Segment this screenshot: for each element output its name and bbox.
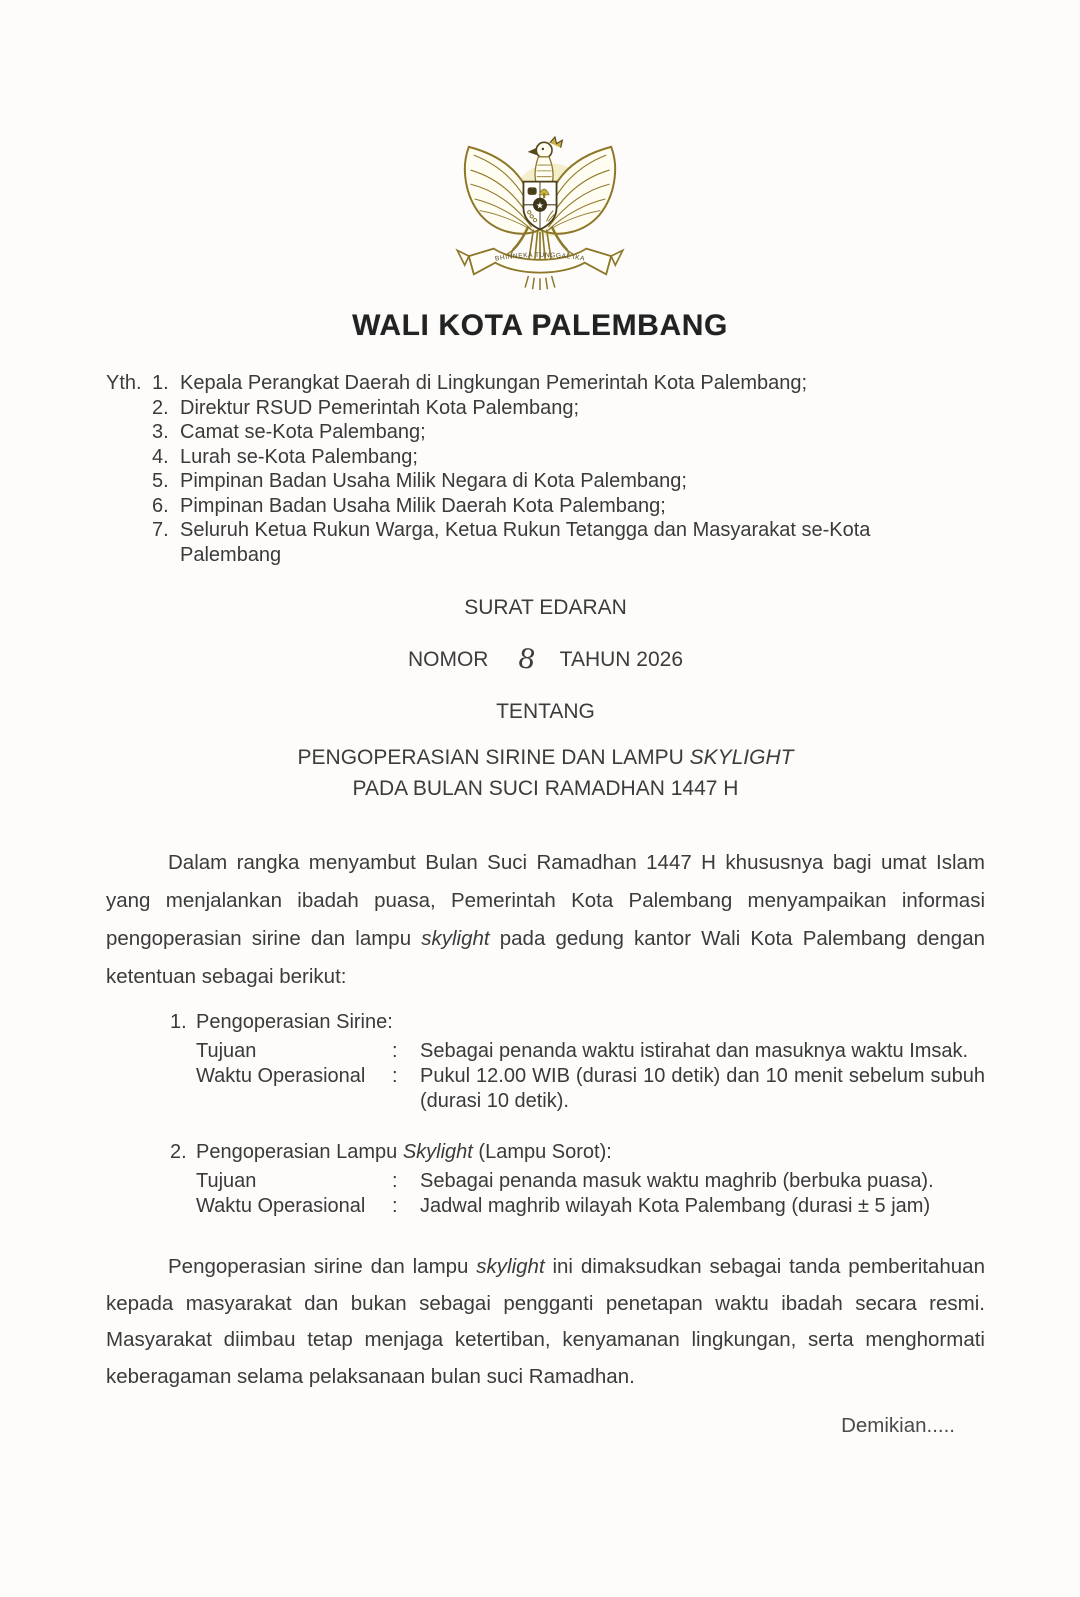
buffalo-quadrant	[528, 187, 537, 194]
section-heading	[170, 1140, 985, 1165]
item-number: 3.	[152, 421, 169, 444]
item-number: 4.	[152, 445, 169, 468]
addressee-item	[152, 469, 892, 494]
section-rows	[170, 1169, 985, 1219]
pancasila-shield	[523, 182, 556, 230]
number-label: NOMOR	[407, 648, 489, 672]
addressee-item	[152, 494, 892, 519]
year-label: TAHUN 2026	[559, 648, 683, 672]
section-rows	[170, 1039, 985, 1114]
row-colon: :	[392, 1065, 398, 1088]
item-text: Lurah se-Kota Palembang;	[180, 445, 418, 468]
doc-type-title: SURAT EDARAN	[464, 596, 627, 620]
row-label: Waktu Operasional	[196, 1065, 366, 1088]
addressee-item	[152, 396, 892, 421]
subject-line-1: PENGOPERASIAN SIRINE DAN LAMPU SKYLIGHT	[297, 746, 794, 770]
row-value: Sebagai penanda masuk waktu maghrib (berbuka puasa).	[420, 1170, 934, 1193]
addressee-item	[152, 518, 892, 567]
section-title: Pengoperasian Lampu Skylight (Lampu Sorot):	[196, 1141, 612, 1164]
doc-number-line	[106, 643, 985, 677]
item-number: 5.	[152, 470, 169, 493]
item-number: 7.	[152, 519, 169, 542]
item-number: 1.	[152, 372, 169, 395]
addressee-item	[152, 371, 892, 396]
motto-text: BHINNEKA TUNGGAL IKA	[494, 251, 586, 263]
motto-ribbon	[457, 249, 622, 275]
row-value: Jadwal maghrib wilayah Kota Palembang (durasi ± 5 jam)	[420, 1195, 931, 1218]
handwritten-number: 8	[515, 643, 539, 677]
opening-paragraph: Dalam rangka menyambut Bulan Suci Ramadhan 1447 H khususnya bagi umat Islam yang menjalankan ibadah puasa, Pemerintah Kota Palembang menyampaikan informasi pengoperasian sirine dan lampu skylight pada gedung kantor Wali Kota Palembang dengan ketentuan sebagai berikut:	[106, 851, 985, 989]
detail-row-tujuan	[196, 1039, 985, 1064]
section-sirine	[170, 1010, 985, 1114]
provisions-list	[170, 1010, 985, 1219]
letterhead-title: WALI KOTA PALEMBANG	[352, 309, 728, 343]
item-number: 6.	[152, 494, 169, 517]
item-text: Camat se-Kota Palembang;	[180, 421, 426, 444]
addressee-item	[152, 445, 892, 470]
item-text: Pimpinan Badan Usaha Milik Negara di Kota Palembang;	[180, 470, 687, 493]
continuation-note: Demikian.....	[841, 1414, 955, 1438]
item-text: Pimpinan Badan Usaha Milik Daerah Kota Palembang;	[180, 494, 666, 517]
row-colon: :	[392, 1170, 398, 1193]
addressee-salutation: Yth.	[106, 372, 142, 395]
tentang-label: TENTANG	[496, 700, 595, 724]
subject-line-2: PADA BULAN SUCI RAMADHAN 1447 H	[352, 777, 739, 801]
section-heading	[170, 1010, 985, 1035]
row-colon: :	[392, 1195, 398, 1218]
detail-row-waktu	[196, 1194, 985, 1219]
item-text: Kepala Perangkat Daerah di Lingkungan Pemerintah Kota Palembang;	[180, 372, 808, 395]
section-number: 1.	[170, 1011, 187, 1034]
garuda-pancasila-emblem	[449, 132, 631, 297]
section-title: Pengoperasian Sirine:	[196, 1011, 393, 1034]
row-value: Sebagai penanda waktu istirahat dan masuknya waktu Imsak.	[420, 1040, 969, 1063]
addressee-block	[106, 371, 985, 567]
detail-row-tujuan	[196, 1169, 985, 1194]
detail-row-waktu	[196, 1064, 985, 1114]
addressee-item	[152, 420, 892, 445]
item-text: Direktur RSUD Pemerintah Kota Palembang;	[180, 396, 580, 419]
row-colon: :	[392, 1040, 398, 1063]
addressee-list	[152, 371, 892, 567]
item-number: 2.	[152, 396, 169, 419]
closing-paragraph: Pengoperasian sirine dan lampu skylight ini dimaksudkan sebagai tanda pemberitahuan kepada masyarakat dan bukan sebagai pengganti penetapan waktu ibadah secara resmi. Masyarakat diimbau tetap menjaga ketertiban, kenyamanan lingkungan, serta menghormati keberagaman selama pelaksanaan bulan suci Ramadhan.	[106, 1255, 985, 1388]
row-label: Waktu Operasional	[196, 1195, 366, 1218]
row-label: Tujuan	[196, 1170, 257, 1193]
section-number: 2.	[170, 1141, 187, 1164]
star-icon: ★	[535, 200, 545, 211]
document-heading	[106, 595, 985, 804]
item-text: Seluruh Ketua Rukun Warga, Ketua Rukun Tetangga dan Masyarakat se-Kota Palembang	[180, 519, 871, 566]
section-skylight	[170, 1140, 985, 1219]
row-value: Pukul 12.00 WIB (durasi 10 detik) dan 10 menit sebelum subuh (durasi 10 detik).	[420, 1065, 985, 1113]
row-label: Tujuan	[196, 1040, 257, 1063]
